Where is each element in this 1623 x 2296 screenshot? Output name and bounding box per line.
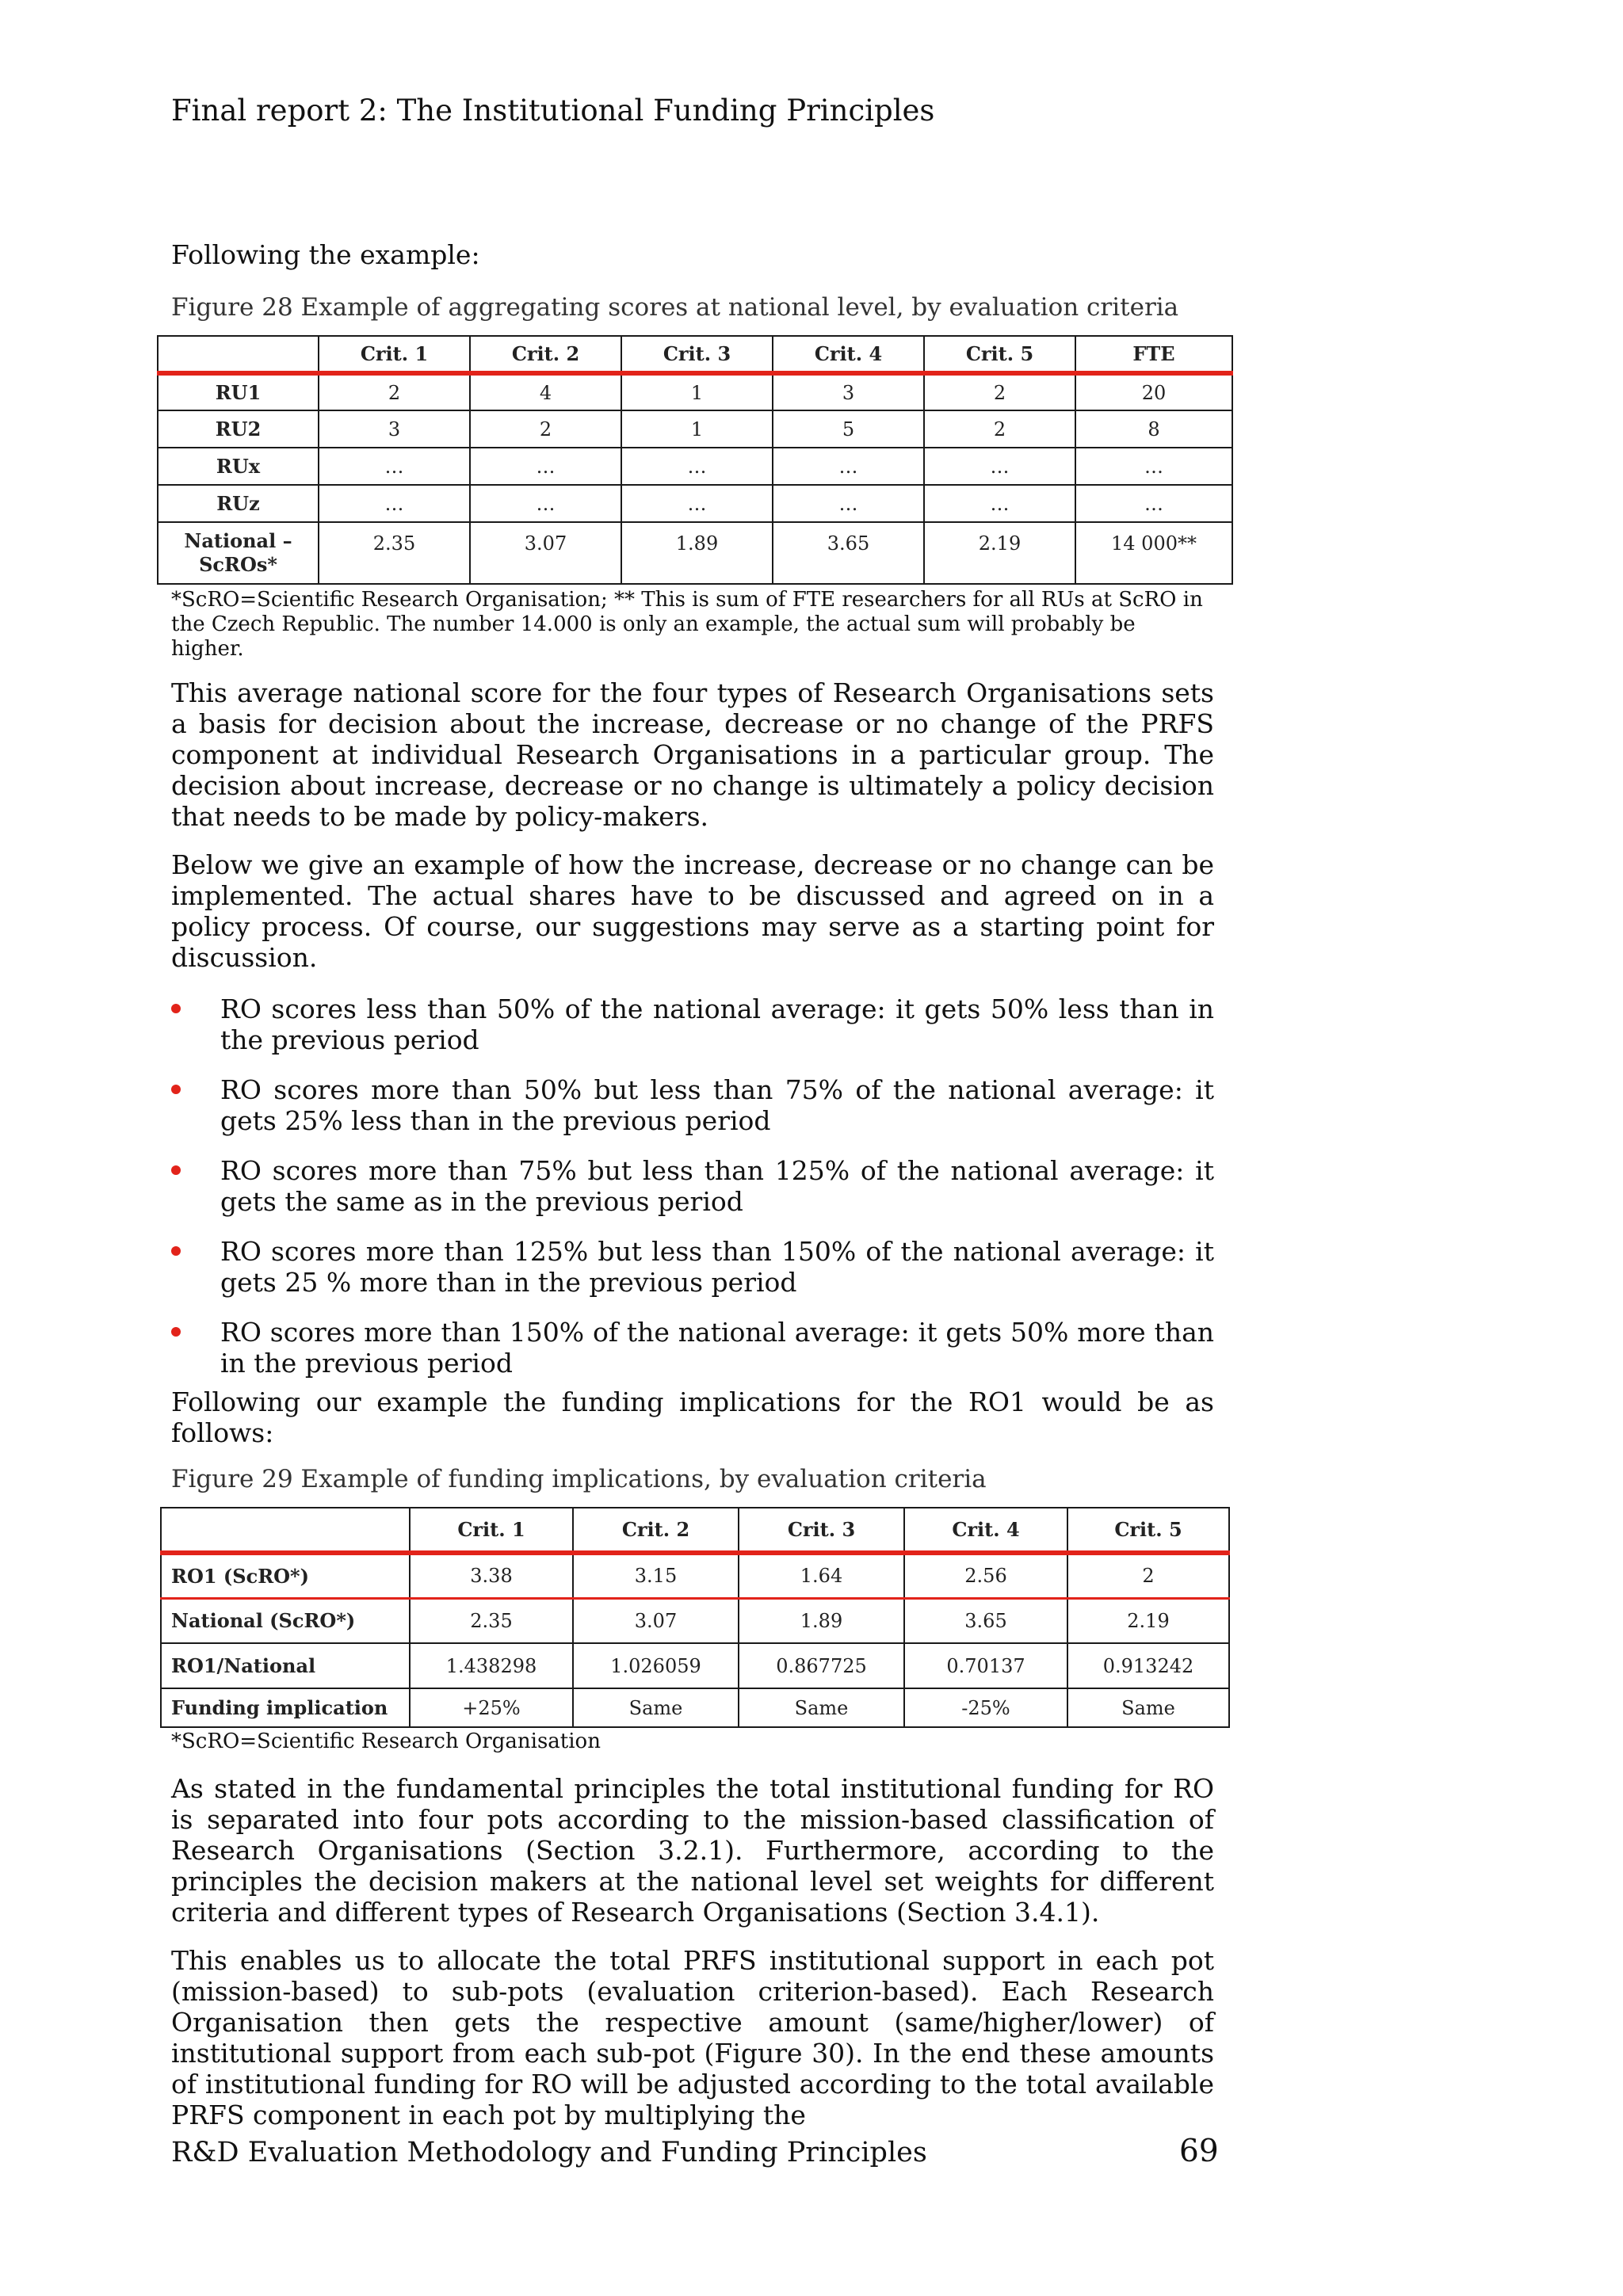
table-cell: 2.35 — [410, 1598, 573, 1643]
table-cell: 1.026059 — [573, 1643, 739, 1688]
column-header: Crit. 3 — [621, 336, 773, 373]
table-cell: 14 000** — [1075, 522, 1232, 584]
table-cell: Same — [573, 1688, 739, 1727]
bullet-icon — [171, 1165, 181, 1175]
column-header: Crit. 4 — [904, 1508, 1067, 1553]
main-content — [171, 239, 1214, 2130]
figure-28-caption: Figure 28 Example of aggregating scores at national level, by evaluation criteria — [171, 293, 1179, 322]
bullet-icon — [171, 1004, 181, 1013]
table-cell: … — [773, 485, 924, 522]
table-cell: 5 — [773, 410, 924, 448]
table-cell: 3.65 — [773, 522, 924, 584]
column-header: Crit. 1 — [410, 1508, 573, 1553]
table-cell: 1.89 — [739, 1598, 904, 1643]
table-cell: 1.438298 — [410, 1643, 573, 1688]
paragraph: As stated in the fundamental principles the total institutional funding for RO is separated into four pots according to the mission-based classification of Research Organisations (Section 3.2.1). Furthermore, according to the principles the decision makers at the national level set weights for different criteria and different types of Research Organisations (Section 3.4.1). — [171, 1773, 1214, 1928]
list-item: RO scores more than 75% but less than 125% of the national average: it gets the same as in the previous period — [171, 1155, 1214, 1217]
table-cell: 2.56 — [904, 1553, 1067, 1598]
table-cell: 1.89 — [621, 522, 773, 584]
table-cell: 20 — [1075, 373, 1232, 410]
list-item: RO scores more than 50% but less than 75% of the national average: it gets 25% less than in the previous period — [171, 1074, 1214, 1136]
table-cell: 2.35 — [319, 522, 470, 584]
row-label: RU2 — [158, 410, 319, 448]
table-cell: 8 — [1075, 410, 1232, 448]
column-header: Crit. 4 — [773, 336, 924, 373]
bullet-icon — [171, 1085, 181, 1094]
corner-cell — [158, 336, 319, 373]
list-item: RO scores less than 50% of the national average: it gets 50% less than in the previous period — [171, 994, 1214, 1055]
table-cell: -25% — [904, 1688, 1067, 1727]
table-cell: … — [319, 448, 470, 485]
table-cell: … — [924, 448, 1075, 485]
table-cell: 3.65 — [904, 1598, 1067, 1643]
row-label: RUx — [158, 448, 319, 485]
table-cell: 0.867725 — [739, 1643, 904, 1688]
row-label: Funding implication — [161, 1688, 410, 1727]
table-cell: 2 — [924, 410, 1075, 448]
table-row — [158, 522, 1232, 584]
table-cell: Same — [1067, 1688, 1229, 1727]
table-row — [158, 485, 1232, 522]
table-cell: 2.19 — [1067, 1598, 1229, 1643]
table-cell: 3 — [319, 410, 470, 448]
table-cell: 2 — [470, 410, 621, 448]
table-cell: … — [319, 485, 470, 522]
table-row — [161, 1553, 1229, 1598]
table-cell: 2 — [319, 373, 470, 410]
figure-29-note: *ScRO=Scientific Research Organisation — [171, 1730, 601, 1753]
row-label: National – ScROs* — [158, 522, 319, 584]
row-label: RUz — [158, 485, 319, 522]
figure-29-caption: Figure 29 Example of funding implications, by evaluation criteria — [171, 1465, 987, 1493]
table-cell: 2 — [1067, 1553, 1229, 1598]
column-header: FTE — [1075, 336, 1232, 373]
figure-29-table — [160, 1507, 1230, 1728]
corner-cell — [161, 1508, 410, 1553]
page-number: 69 — [1179, 2134, 1219, 2169]
list-item: RO scores more than 125% but less than 150% of the national average: it gets 25 % more than in the previous period — [171, 1236, 1214, 1298]
table-cell: … — [621, 485, 773, 522]
table-cell: 3.15 — [573, 1553, 739, 1598]
table-row — [161, 1643, 1229, 1688]
column-header: Crit. 2 — [470, 336, 621, 373]
row-label: RO1 (ScRO*) — [161, 1553, 410, 1598]
paragraph: This average national score for the four types of Research Organisations sets a basis for decision about the increase, decrease or no change of the PRFS component at individual Research Organisations in a particular group. The decision about increase, decrease or no change is ultimately a policy decision that needs to be made by policy-makers. — [171, 677, 1214, 832]
column-header: Crit. 3 — [739, 1508, 904, 1553]
table-row — [161, 1598, 1229, 1643]
column-header: Crit. 5 — [1067, 1508, 1229, 1553]
intro-text: Following the example: — [171, 239, 480, 270]
figure-28-note: *ScRO=Scientific Research Organisation; ** This is sum of FTE researchers for all RUs at ScRO in the Czech Republic. The number 14.000 is only an example, the actual sum will probably be higher. — [171, 588, 1203, 661]
table-cell: 3 — [773, 373, 924, 410]
table-cell: … — [924, 485, 1075, 522]
bullet-icon — [171, 1327, 181, 1337]
paragraph: Below we give an example of how the increase, decrease or no change can be implemented. The actual shares have to be discussed and agreed on in a policy process. Of course, our suggestions may serve as a starting point for discussion. — [171, 849, 1214, 973]
table-cell: 1 — [621, 410, 773, 448]
row-label: National (ScRO*) — [161, 1598, 410, 1643]
paragraph: Following our example the funding implications for the RO1 would be as follows: — [171, 1386, 1214, 1448]
row-label: RU1 — [158, 373, 319, 410]
table-cell: Same — [739, 1688, 904, 1727]
table-cell: 4 — [470, 373, 621, 410]
table-cell: 1 — [621, 373, 773, 410]
table-cell: +25% — [410, 1688, 573, 1727]
table-cell: … — [470, 448, 621, 485]
table-cell: … — [621, 448, 773, 485]
column-header: Crit. 1 — [319, 336, 470, 373]
table-row — [158, 410, 1232, 448]
bullet-icon — [171, 1246, 181, 1256]
paragraph: This enables us to allocate the total PRFS institutional support in each pot (mission-based) to sub-pots (evaluation criterion-based). Each Research Organisation then gets the respective amount (same/higher/lower) of institutional support from each sub-pot (Figure 30). In the end these amounts of institutional funding for RO will be adjusted according to the total available PRFS component in each pot by multiplying the — [171, 1945, 1214, 2130]
table-row — [161, 1688, 1229, 1727]
table-cell: … — [470, 485, 621, 522]
table-cell: 3.38 — [410, 1553, 573, 1598]
table-cell: 3.07 — [573, 1598, 739, 1643]
table-cell: 0.70137 — [904, 1643, 1067, 1688]
table-cell: 2 — [924, 373, 1075, 410]
column-header: Crit. 5 — [924, 336, 1075, 373]
table-cell: … — [1075, 485, 1232, 522]
bullet-list — [171, 994, 1214, 1379]
row-label: RO1/National — [161, 1643, 410, 1688]
table-row — [158, 373, 1232, 410]
column-header: Crit. 2 — [573, 1508, 739, 1553]
running-footer: R&D Evaluation Methodology and Funding Principles — [171, 2137, 927, 2168]
table-cell: 2.19 — [924, 522, 1075, 584]
table-cell: 0.913242 — [1067, 1643, 1229, 1688]
list-item: RO scores more than 150% of the national average: it gets 50% more than in the previous period — [171, 1317, 1214, 1379]
table-cell: 3.07 — [470, 522, 621, 584]
running-header: Final report 2: The Institutional Funding Principles — [171, 93, 935, 128]
table-row — [158, 448, 1232, 485]
figure-28-table — [157, 335, 1233, 585]
table-cell: … — [1075, 448, 1232, 485]
table-cell: 1.64 — [739, 1553, 904, 1598]
table-cell: … — [773, 448, 924, 485]
